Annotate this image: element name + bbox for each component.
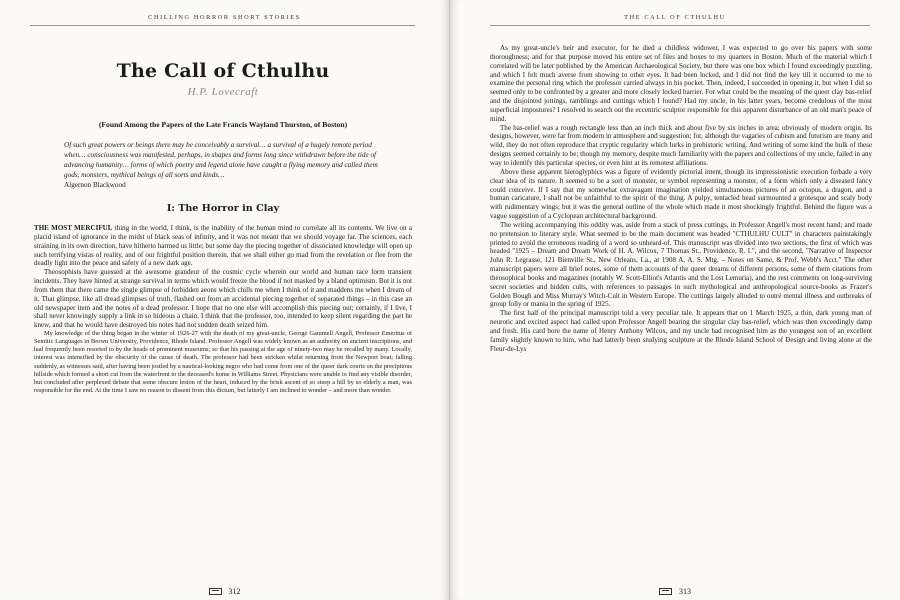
right-page bbox=[450, 0, 900, 600]
paragraph-text: thing in the world, I think, is the inability of the human mind to correlate all its contents. We live on a placid island of ignorance in the midst of black seas of infinity, and it was not meant that we should voyage far. The sciences, each straining in its own direction, have hitherto harmed us little; but some day the piecing together of dissociated knowledge will open up such terrifying vistas of reality, and of our frightful position therein, that we shall either go mad from the revelation or flee from the deadly light into the peace and safety of a new dark age. bbox=[34, 224, 412, 268]
paragraph: Above these apparent hieroglyphics was a figure of evidently pictorial intent, though its impressionistic execution forbade a very clear idea of its nature. It seemed to be a sort of monster, or symbol representing a monster, of a form which only a diseased fancy could conceive. If I say that my somewhat extravagant imagination yielded simultaneous pictures of an octopus, a dragon, and a human caricature, I shall not be unfaithful to the spirit of the thing. A pulpy, tentacled head surmounted a grotesque and scaly body with rudimentary wings; but it was the general outline of the whole which made it most shockingly frightful. Behind the figure was a vague suggestion of a Cyclopean architectural background. bbox=[490, 167, 872, 221]
lead-in: THE MOST MERCIFUL bbox=[34, 224, 113, 232]
paragraph: Theosophists have guessed at the awesome grandeur of the cosmic cycle wherein our world and human race form transient incidents. They have hinted at strange survival in terms which would freeze the blood if not masked by a bland optimism. But it is not from them that there came the single glimpse of forbidden aeons which chills me when I think of it and maddens me when I dream of it. That glimpse, like all dread glimpses of truth, flashed out from an accidental piecing together of separated things – in this case an old newspaper item and the notes of a dead professor. I hope that no one else will accomplish this piecing out; certainly, if I live, I shall never knowingly supply a link in so hideous a chain. I think that the professor, too, intended to keep silent regarding the part he knew, and that he would have destroyed his notes had not sudden death seized him. bbox=[34, 268, 412, 330]
page-number: 313 bbox=[679, 587, 691, 596]
page-number: 312 bbox=[228, 587, 241, 596]
page-folio-left bbox=[0, 587, 449, 596]
page-folio-right bbox=[450, 587, 900, 596]
paragraph: My knowledge of the thing began in the winter of 1926-27 with the death of my great-uncle, George Gammell Angell, Professor Emeritus of Semitic Languages in Brown University, Providence, Rhode Island. Professor Angell was widely known as an authority on ancient inscriptions, and had frequently been resorted to by the heads of prominent museums; so that his passing at the age of ninety-two may be recalled by many. Locally, interest was intensified by the obscurity of the cause of death. The professor had been stricken whilst returning from the Newport boat; falling suddenly, as witnesses said, after having been jostled by a nautical-looking negro who had come from one of the queer dark courts on the precipitous hillside which formed a short cut from the waterfront to the deceased's home in Williams Street. Physicians were unable to find any visible disorder, but concluded after perplexed debate that some obscure lesion of the heart, induced by the brisk ascent of so steep a hill by so elderly a man, was responsible for the end. At the time I saw no reason to dissent from this dictum, but latterly I am inclined to wonder – and more than wonder. bbox=[34, 330, 412, 394]
epigraph-attribution: Algernon Blackwood bbox=[64, 181, 126, 189]
ornament-icon bbox=[209, 588, 222, 595]
paragraph: The first half of the principal manuscript told a very peculiar tale. It appears that on 1 March 1925, a thin, dark young man of neurotic and excited aspect had called upon Professor Angell bearing the singular clay bas-relief, which was then exceedingly damp and fresh. His card bore the name of Henry Anthony Wilcox, and my uncle had recognised him as the youngest son of an excellent family slightly known to him, who had latterly been studying sculpture at the Rhode Island School of Design and living alone at the Fleur-de-Lys bbox=[490, 309, 872, 353]
story-author: H.P. Lovecraft bbox=[187, 86, 259, 98]
story-title: The Call of Cthulhu bbox=[116, 60, 330, 82]
header-rule-right bbox=[490, 25, 870, 26]
header-rule-left bbox=[30, 25, 415, 26]
right-page-content bbox=[490, 44, 872, 354]
story-subtitle: (Found Among the Papers of the Late Francis Wayland Thurston, of Boston) bbox=[98, 120, 348, 129]
paragraph bbox=[34, 224, 412, 268]
running-head-right: THE CALL OF CTHULHU bbox=[624, 14, 726, 21]
paragraph: The bas-relief was a rough rectangle less than an inch thick and about five by six inches in area; obviously of modern origin. Its designs, however, were far from modern in atmosphere and suggestion; for, although the vagaries of cubism and futurism are many and wild, they do not often reproduce that cryptic regularity which lurks in prehistoric writing. And writing of some kind the bulk of these designs seemed certainly to be; though my memory, despite much familiarity with the papers and collections of my uncle, failed in any way to identify this particular species, or even hint at its remotest affiliations. bbox=[490, 123, 873, 167]
left-page-content bbox=[34, 32, 412, 395]
paragraph: As my great-uncle's heir and executor, for he died a childless widower, I was expected to go over his papers with some thoroughness; and for that purpose moved his entire set of files and boxes to my quarters in Boston. Much of the material which I correlated will be later published by the American Archaeological Society, but there was one box which I found exceedingly puzzling, and which I felt much averse from showing to other eyes. It had been locked, and I did not find the key till it occurred to me to examine the personal ring which the professor carried always in his pocket. Then, indeed, I succeeded in opening it, but when I did so seemed only to be confronted by a greater and more closely locked barrier. For what could be the meaning of the queer clay bas-relief and the disjointed jottings, ramblings and cuttings which I found? Had my uncle, in his latter years, become credulous of the most superficial impostures? I resolved to search out the eccentric sculptor responsible for this apparent disturbance of an old man's peace of mind. bbox=[490, 44, 872, 123]
running-head-left: CHILLING HORROR SHORT STORIES bbox=[148, 14, 301, 21]
epigraph: Of such great powers or beings there may be conceivably a survival… a survival of a hugely remote period when… consciousness was manifested, perhaps, in shapes and forms long since withdrawn before the tide of advancing humanity… forms of which poetry and legend alone have caught a flying memory and called them gods, monsters, mythical beings of all sorts and kinds… bbox=[64, 141, 378, 179]
section-heading: I: The Horror in Clay bbox=[166, 203, 280, 214]
ornament-icon bbox=[659, 588, 672, 595]
paragraph: The writing accompanying this oddity was, aside from a stack of press cuttings, in Professor Angell's most recent hand; and made no pretension to literary style. What seemed to be the main document was headed "CTHULHU CULT" in characters painstakingly printed to avoid the erroneous reading of a word so unheard-of. This manuscript was divided into two sections, the first of which was headed "1925 – Dream and Dream Work of H. A. Wilcox, 7 Thomas St., Providence, R. I.", and the second, "Narrative of Inspector John R. Legrasse, 121 Bienville St., New Orleans, La., at 1908 A. A. S. Mtg. – Notes on Same, & Prof. Webb's Acct." The other manuscript papers were all brief notes, some of them accounts of the queer dreams of different persons, some of them citations from theosophical books and magazines (notably W. Scott-Elliot's Atlantis and the Lost Lemuria), and the rest comments on long-surviving secret societies and hidden cults, with references to passages in such mythological and anthropological source-books as Frazer's Golden Bough and Miss Murray's Witch-Cult in Western Europe. The cuttings largely alluded to outré mental illness and outbreaks of group folly or mania in the spring of 1925. bbox=[490, 220, 872, 309]
